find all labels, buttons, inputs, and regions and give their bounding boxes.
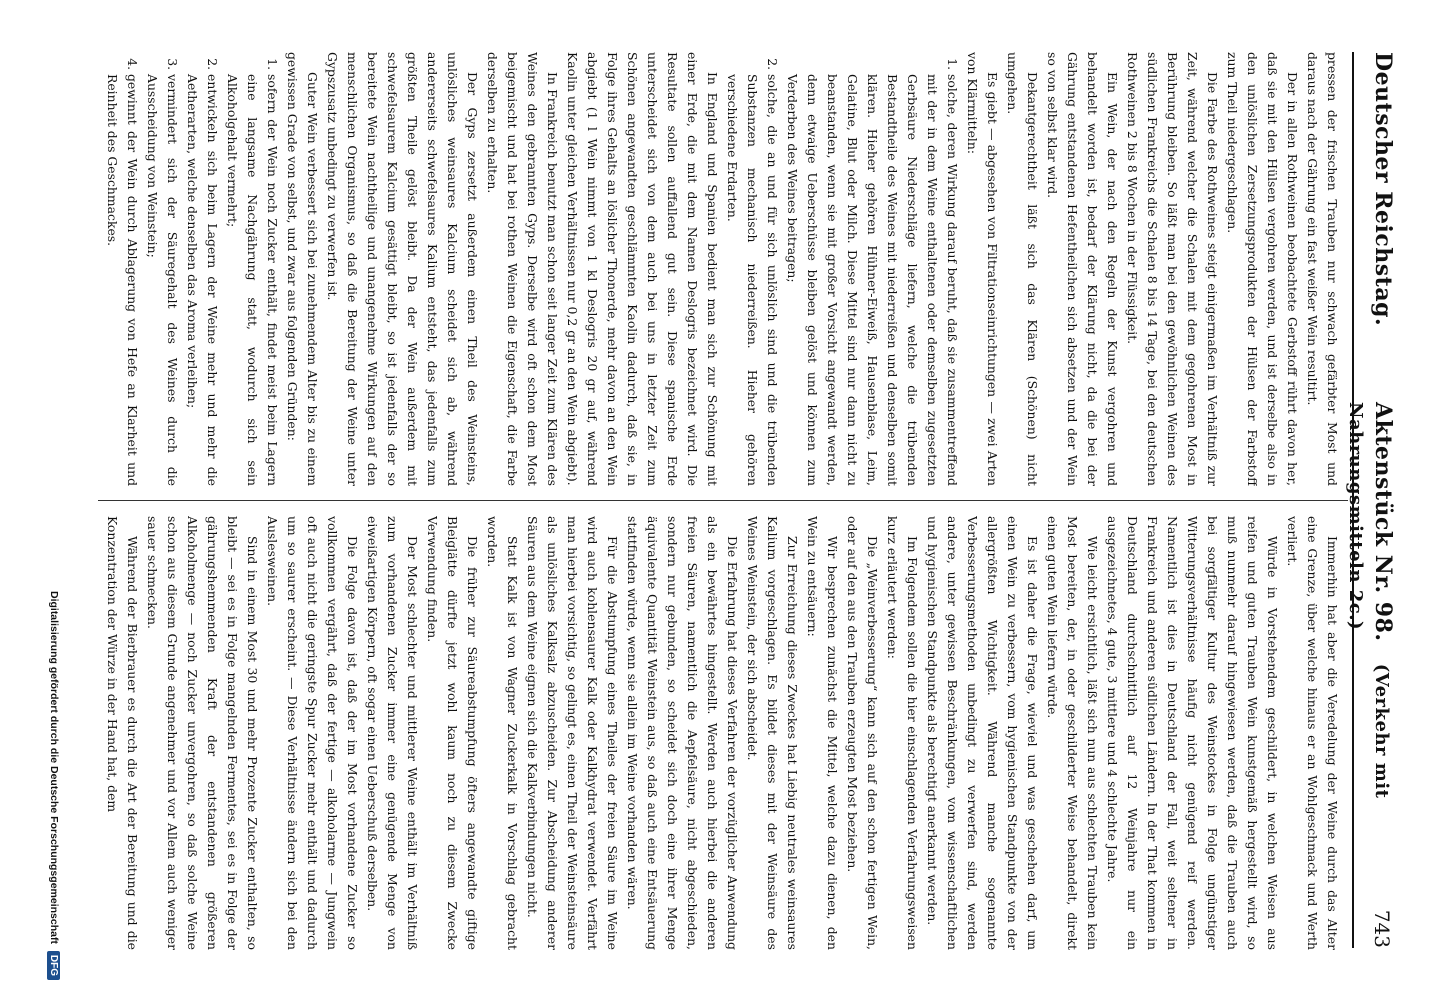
credit-text: Digitalisierung gefördert durch die Deutsche Forschungsgemeinschaft	[48, 590, 60, 944]
paragraph: pressen der frischen Trauben nur schwach gefärbter Most und daraus nach der Gährung ein fast weißer Wein resultirt.	[1305, 52, 1340, 486]
list-item: 2. entwickeln sich beim Lagern der Weine mehr und mehr die Aetherarten, welche denselben das Aroma verleihen;	[182, 74, 222, 486]
numbered-list	[722, 52, 962, 486]
page-header	[1345, 52, 1396, 948]
list-item: 1. sofern der Wein noch Zucker enthält, findet meist beim Lagern eine langsame Nachgährung statt, wodurch sich sein Alkoholgehalt vermehrt;	[222, 74, 282, 486]
paragraph: Wir besprechen zunächst die Mittel, welche dazu dienen, den Wein zu entsäuern:	[805, 516, 840, 950]
paragraph: Während der Bierbrauer es durch die Art der Bereitung und die Konzentration der Würze in der Hand hat, dem	[105, 516, 140, 950]
paragraph: Ein Wein, der nach den Regeln der Kunst vergohren und behandelt worden ist, bedarf der Klärung nicht, da die bei der Gährung entstandenen Hefentheilchen sich absetzen und der Wein so von selbst klar wird.	[1045, 52, 1120, 486]
right-column	[102, 516, 1342, 950]
numbered-list	[102, 52, 282, 486]
paragraph: Der Gyps zersetzt außerdem einen Theil des Weinsteins, unlösliches weinsaures Kalcium scheidet sich ab, während andererseits schwefelsaures Kalium entsteht, das jedenfalls zum größten Theile gelöst bleibt. Da der Wein außerdem mit schwefelsaurem Kalcium gesättigt bleibt, so ist jedenfalls der so bereitete Wein nachtheilige und unangenehme Wirkungen auf den menschlichen Organismus, so daß die Bereitung der Weine unter Gypszusatz unbedingt zu verwerfen ist.	[325, 52, 480, 486]
paragraph: Die Folge davon ist, daß der im Most vorhandene Zucker so vollkommen vergährt, daß der fertige — alkoholarme — Jungwein oft auch nicht die geringste Spur Zucker mehr enthält und dadurch um so saurer erscheint. — Diese Verhältnisse ändern sich bei den Auslesweinen.	[265, 516, 360, 950]
paragraph: Es giebt — abgesehen von Filtrationseinrichtungen — zwei Arten von Klärmitteln:	[965, 52, 1000, 486]
paragraph: Die Erfahrung hat dieses Verfahren der vorzüglicher Anwendung als ein bewährtes hingestellt. Werden auch hierbei die anderen freien Säuren, namentlich die Aepfelsäure, nicht abgeschieden, sondern nur gebunden, so scheidet sich doch eine ihrer Menge äquivalente Quantität Weinstein aus, so daß auch eine Entsäuerung stattfinden würde, wenn sie allein im Weine vorhanden wären.	[625, 516, 740, 950]
page-number: 743	[1370, 909, 1394, 948]
list-item: 3. vermindert sich der Säuregehalt des Weines durch die Ausscheidung von Weinstein;	[142, 74, 182, 486]
paragraph: Guter Wein verbessert sich bei zunehmendem Alter bis zu einem gewissen Grade von selbst, und zwar aus folgenden Gründen:	[285, 52, 320, 486]
paragraph: Es ist daher die Frage, wieviel und was geschehen darf, um einen Wein zu verbessern, vom hygienischen Standpunkte von der allergrößten Wichtigkeit. Während manche sogenannte Verbesserungsmethoden unbedingt zu verwerfen sind, werden andere, unter gewissen Beschränkungen, vom wissenschaftlichen und hygienischen Standpunkte als berechtigt anerkannt werden.	[925, 516, 1040, 950]
header-document-number: Aktenstück Nr. 98.	[1370, 402, 1396, 642]
paragraph: Die Farbe des Rothweines steigt einigermaßen im Verhältniß zur Zeit, während welcher die Schalen mit dem gegohrenen Most in Berührung bleiben. So läßt man bei den gewöhnlichen Weinen des südlichen Frankreichs die Schalen 8 bis 14 Tage, bei den deutschen Rothweinen 2 bis 8 Wochen in der Flüssigkeit.	[1125, 52, 1220, 486]
paragraph: Immerhin hat aber die Veredelung der Weine durch das Alter eine Grenze, über welche hinaus er an Wohlgeschmack und Werth verliert.	[1285, 516, 1340, 950]
paragraph: Würde in Vorstehendem geschildert, in welchen Weisen aus reifen und guten Trauben Wein kunstgemäß hergestellt wird, so muß nunmehr darauf hingewiesen werden, daß die Trauben auch bei sorgfältiger Kultur des Weinstockes in Folge ungünstiger Witterungsverhältnisse häufig nicht genügend reif werden. Namentlich ist dies in Deutschland der Fall, weit seltener in Frankreich und anderen südlichen Ländern. In der That kommen in Deutschland durchschnittlich auf 12 Weinjahre nur ein ausgezeichnetes, 4 gute, 3 mittlere und 4 schlechte Jahre.	[1105, 516, 1280, 950]
header-rule	[1352, 52, 1354, 948]
digitization-credit	[47, 420, 60, 980]
left-column	[102, 52, 1342, 486]
paragraph: Sind in einem Most 30 und mehr Prozente Zucker enthalten, so bleibt — sei es in Folge mangelnden Fermentes, sei es in Folge der gährungshemmenden Kraft der entstandenen größeren Alkoholmenge — noch Zucker unvergohren, so daß solche Weine schon aus diesem Grunde angenehmer und vor Allem auch weniger sauer schmecken.	[145, 516, 260, 950]
header-publication: Deutscher Reichstag.	[1370, 52, 1396, 327]
paragraph: Der Most schlechter und mittlerer Weine enthält im Verhältniß zum vorhandenen Zucker immer eine genügende Menge von eiweißartigen Körpern, oft sogar einen Ueberschuß derselben.	[365, 516, 420, 950]
list-item: 2. solche, die an und für sich unlöslich sind und die trübenden Substanzen mechanisch niederreißen. Hieher gehören verschiedene Erdarten.	[722, 74, 782, 486]
dfg-logo: DFG	[47, 951, 60, 980]
list-item: 4. gewinnt der Wein durch Ablagerung von Hefe an Klarheit und Reinheit des Geschmackes.	[102, 74, 142, 486]
paragraph: Statt Kalk ist von Wagner Zuckerkalk in Vorschlag gebracht worden.	[485, 516, 520, 950]
paragraph: In England und Spanien bedient man sich zur Schönung mit einer Erde, die mit dem Namen Deslogris bezeichnet wird. Die Resultate sollen auffallend gut sein. Diese spanische Erde unterscheidet sich von dem auch bei uns in letzter Zeit zum Schönen angewandten geschlämmten Kaolin dadurch, daß sie, in Folge ihres Gehalts an löslicher Thonerde, mehr davon an den Wein abgiebt (1 l Wein nimmt von 1 kl Deslogris 20 gr auf, während Kaolin unter gleichen Verhältnissen nur 0,2 gr an den Wein abgiebt).	[565, 52, 720, 486]
paragraph: Dekantgerechtheit läßt sich das Klären (Schönen) nicht umgehen.	[1005, 52, 1040, 486]
paragraph: In Frankreich benutzt man schon seit langer Zeit zum Klären des Weines den gebrannten Gyps. Derselbe wird oft schon dem Most beigemischt und hat bei rothen Weinen die Eigenschaft, die Farbe derselben zu erhalten.	[485, 52, 560, 486]
column-divider	[98, 500, 1348, 501]
paragraph: Wie leicht ersichtlich, läßt sich nun aus schlechten Trauben kein Most bereiten, der, in oder geschilderter Weise behandelt, direkt einen guten Wein liefern würde.	[1045, 516, 1100, 950]
list-item: 1. solche, deren Wirkung darauf beruht, daß sie zusammentreffend mit der in dem Weine enthaltenen oder demselben zugesetzten Gerbsäure Niederschläge liefern, welche die trübenden Bestandtheile des Weines mit niederreißen und denselben somit klären. Hieher gehören Hühner-Eiweiß, Hausenblase, Leim, Gelatine, Blut oder Milch. Diese Mittel sind nur dann nicht zu beanstanden, wenn sie mit großer Vorsicht angewandt werden, denn etwaige Ueberschüsse bleiben gelöst und können zum Verderben des Weines beitragen;	[782, 74, 962, 486]
paragraph: Im Folgendem sollen die hier einschlagenden Verfahrungsweisen kurz erläutert werden:	[885, 516, 920, 950]
header-document-subject: (Verkehr mit Nahrungsmitteln 2c.)	[1345, 402, 1392, 799]
paragraph: Zur Erreichung dieses Zweckes hat Liebig neutrales weinsaures Kalium vorgeschlagen. Es bildet dieses mit der Weinsäure des Weines Weinstein, der sich abscheidet.	[745, 516, 800, 950]
paragraph: Die früher zur Säureabstumpfung öfters angewandte giftige Bleiglätte dürfte jetzt wohl kaum noch zu diesem Zwecke Verwendung finden.	[425, 516, 480, 950]
paragraph: Der in allen Rothweinen beobachtete Gerbstoff rührt davon her, daß sie mit den Hülsen vergohren werden, und ist derselbe also in den unlöslichen Zersetzungsprodukten der Hülsen der Farbstoff zum Theil niedergeschlagen.	[1225, 52, 1300, 486]
paragraph: Die „Weinverbesserung“ kann sich auf den schon fertigen Wein, oder auf den aus den Trauben erzeugten Most beziehen.	[845, 516, 880, 950]
paragraph: Für die Abstumpfung eines Theiles der freien Säure im Weine wird auch kohlensaurer Kalk oder Kalkhydrat verwendet. Verfährt man hierbei vorsichtig, so gelingt es, einen Theil der Weinsteinsäure als unlösliches Kalksalz abzuscheiden. Zur Abscheidung anderer Säuren aus dem Weine eignen sich die Kalkverbindungen nicht.	[525, 516, 620, 950]
